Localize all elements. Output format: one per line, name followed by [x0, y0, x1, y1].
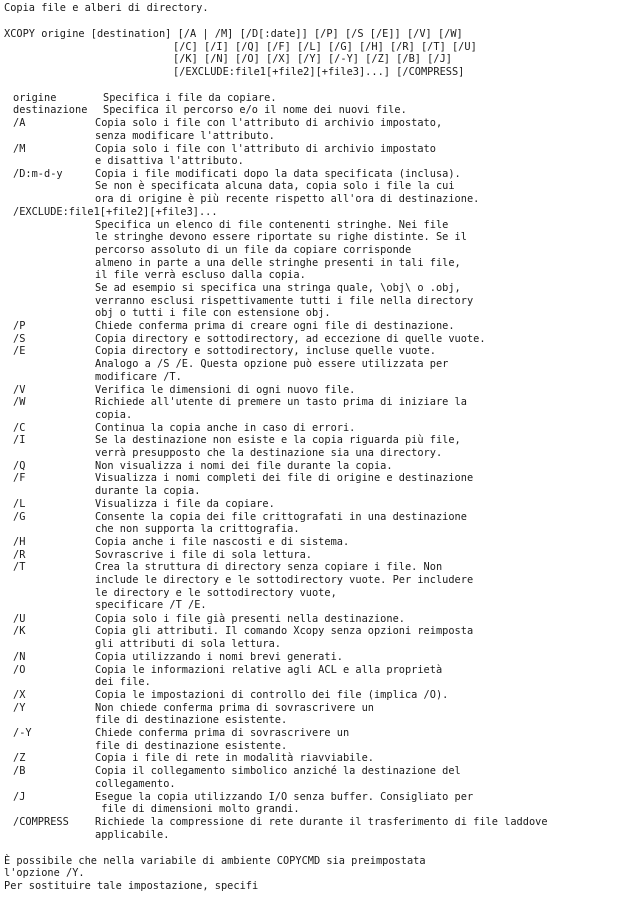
console-line: ora di origine è più recente rispetto all'ora di destinazione.	[95, 193, 480, 205]
console-line: Copia i file modificati dopo la data specificata (inclusa).	[95, 168, 461, 180]
console-line: /O	[13, 664, 26, 676]
console-line: /S	[13, 333, 26, 345]
console-line: /U	[13, 613, 26, 625]
console-line: Copia directory e sottodirectory, incluse quelle vuote.	[95, 345, 436, 357]
console-line: [/C] [/I] [/Q] [/F] [/L] [/G] [/H] [/R] [/T] [/U]	[173, 41, 477, 53]
console-line: Copia solo i file con l'attributo di archivio impostato	[95, 143, 436, 155]
console-line: senza modificare l'attributo.	[95, 130, 275, 142]
console-line: /P	[13, 320, 26, 332]
console-line: /Z	[13, 752, 26, 764]
console-line: /-Y	[13, 727, 32, 739]
console-line: file di destinazione esistente.	[95, 714, 288, 726]
console-line: Copia i file di rete in modalità riavviabile.	[95, 752, 374, 764]
console-line: Consente la copia dei file crittografati in una destinazione	[95, 511, 467, 523]
console-line: /M	[13, 143, 26, 155]
console-line: /N	[13, 651, 26, 663]
console-line: Copia file e alberi di directory.	[4, 2, 209, 14]
console-line: /D:m-d-y	[13, 168, 63, 180]
console-line: /EXCLUDE:file1[+file2][+file3]...	[13, 206, 218, 218]
console-line: le stringhe devono essere riportate su righe distinte. Se il	[95, 231, 467, 243]
console-line: [/EXCLUDE:file1[+file2][+file3]...] [/COMPRESS]	[173, 66, 465, 78]
console-line: /A	[13, 117, 26, 129]
console-line: Visualizza i file da copiare.	[95, 498, 275, 510]
console-line: che non supporta la crittografia.	[95, 523, 300, 535]
console-line: Specifica i file da copiare.	[103, 92, 277, 104]
console-line: applicabile.	[95, 829, 170, 841]
console-line: /I	[13, 434, 26, 446]
console-line: /L	[13, 498, 26, 510]
console-line: /B	[13, 765, 26, 777]
console-line: Specifica il percorso e/o il nome dei nuovi file.	[103, 104, 407, 116]
console-line: Richiede all'utente di premere un tasto prima di iniziare la	[95, 396, 467, 408]
console-line: [/K] [/N] [/O] [/X] [/Y] [/-Y] [/Z] [/B] [/J]	[173, 53, 452, 65]
console-line: durante la copia.	[95, 485, 201, 497]
console-line: Copia solo i file già presenti nella destinazione.	[95, 613, 405, 625]
console-line: Crea la struttura di directory senza copiare i file. Non	[95, 561, 443, 573]
console-line: file di destinazione esistente.	[95, 740, 288, 752]
console-line: specificare /T /E.	[95, 599, 207, 611]
console-line: Se non è specificata alcuna data, copia solo i file la cui	[95, 180, 455, 192]
console-line: Non chiede conferma prima di sovrascrivere un	[95, 702, 374, 714]
console-line: include le directory e le sottodirectory vuote. Per includere	[95, 574, 474, 586]
console-line: Non visualizza i nomi dei file durante la copia.	[95, 460, 393, 472]
console-line: Copia gli attributi. Il comando Xcopy senza opzioni reimposta	[95, 625, 474, 637]
console-line: almeno in parte a una delle stringhe presenti in tali file,	[95, 257, 461, 269]
console-line: Copia le impostazioni di controllo dei file (implica /O).	[95, 689, 449, 701]
console-line: /COMPRESS	[13, 816, 69, 828]
console-line: Continua la copia anche in caso di errori.	[95, 422, 356, 434]
console-line: il file verrà escluso dalla copia.	[95, 269, 306, 281]
console-line: /E	[13, 345, 26, 357]
console-line: destinazione	[13, 104, 88, 116]
console-line: Verifica le dimensioni di ogni nuovo file.	[95, 384, 356, 396]
console-line: /C	[13, 422, 26, 434]
console-line: Chiede conferma prima di sovrascrivere un	[95, 727, 350, 739]
console-line: modificare /T.	[95, 371, 182, 383]
console-line: /G	[13, 511, 26, 523]
console-line: /T	[13, 561, 26, 573]
console-line: /J	[13, 791, 26, 803]
console-line: l'opzione /Y.	[4, 867, 85, 879]
console-line: Chiede conferma prima di creare ogni file di destinazione.	[95, 320, 455, 332]
console-line: Copia solo i file con l'attributo di archivio impostato,	[95, 117, 443, 129]
console-line: le directory e le sottodirectory vuote,	[95, 587, 337, 599]
console-line: Copia anche i file nascosti e di sistema.	[95, 536, 350, 548]
console-line: /H	[13, 536, 26, 548]
console-line: copia.	[95, 409, 133, 421]
console-line: /Y	[13, 702, 26, 714]
console-line: /W	[13, 396, 26, 408]
console-line: Specifica un elenco di file contenenti stringhe. Nei file	[95, 219, 449, 231]
console-line: Visualizza i nomi completi dei file di origine e destinazione	[95, 472, 474, 484]
console-line: /X	[13, 689, 26, 701]
console-line: file di dimensioni molto grandi.	[95, 803, 300, 815]
console-line: /R	[13, 549, 26, 561]
console-line: Sovrascrive i file di sola lettura.	[95, 549, 312, 561]
console-line: Analogo a /S /E. Questa opzione può essere utilizzata per	[95, 358, 449, 370]
console-line: collegamento.	[95, 778, 176, 790]
console-line: Copia le informazioni relative agli ACL e alla proprietà	[95, 664, 443, 676]
console-line: Se ad esempio si specifica una stringa quale, \obj\ o .obj,	[95, 282, 461, 294]
console-line: /Q	[13, 460, 26, 472]
console-line: Per sostituire tale impostazione, specifi	[4, 880, 259, 892]
console-line: /V	[13, 384, 26, 396]
console-line: percorso assoluto di un file da copiare corrisponde	[95, 244, 412, 256]
console-line: XCOPY origine [destination] [/A | /M] [/D[:date]] [/P] [/S [/E]] [/V] [/W]	[4, 28, 463, 40]
console-line: Copia il collegamento simbolico anziché la destinazione del	[95, 765, 461, 777]
console-line: È possibile che nella variabile di ambiente COPYCMD sia preimpostata	[4, 855, 426, 867]
console-line: Esegue la copia utilizzando I/O senza buffer. Consigliato per	[95, 791, 474, 803]
console-line: /F	[13, 472, 26, 484]
console-line: origine	[13, 92, 57, 104]
console-line: Copia utilizzando i nomi brevi generati.	[95, 651, 343, 663]
console-line: /K	[13, 625, 26, 637]
console-line: verranno esclusi rispettivamente tutti i file nella directory	[95, 295, 474, 307]
console-line: Copia directory e sottodirectory, ad eccezione di quelle vuote.	[95, 333, 486, 345]
console-line: obj o tutti i file con estensione obj.	[95, 307, 331, 319]
console-line: gli attributi di sola lettura.	[95, 638, 281, 650]
console-line: verrà presupposto che la destinazione sia una directory.	[95, 447, 443, 459]
console-line: dei file.	[95, 676, 151, 688]
console-line: e disattiva l'attributo.	[95, 155, 244, 167]
console-line: Se la destinazione non esiste e la copia riguarda più file,	[95, 434, 461, 446]
console-line: Richiede la compressione di rete durante il trasferimento di file laddove	[95, 816, 548, 828]
